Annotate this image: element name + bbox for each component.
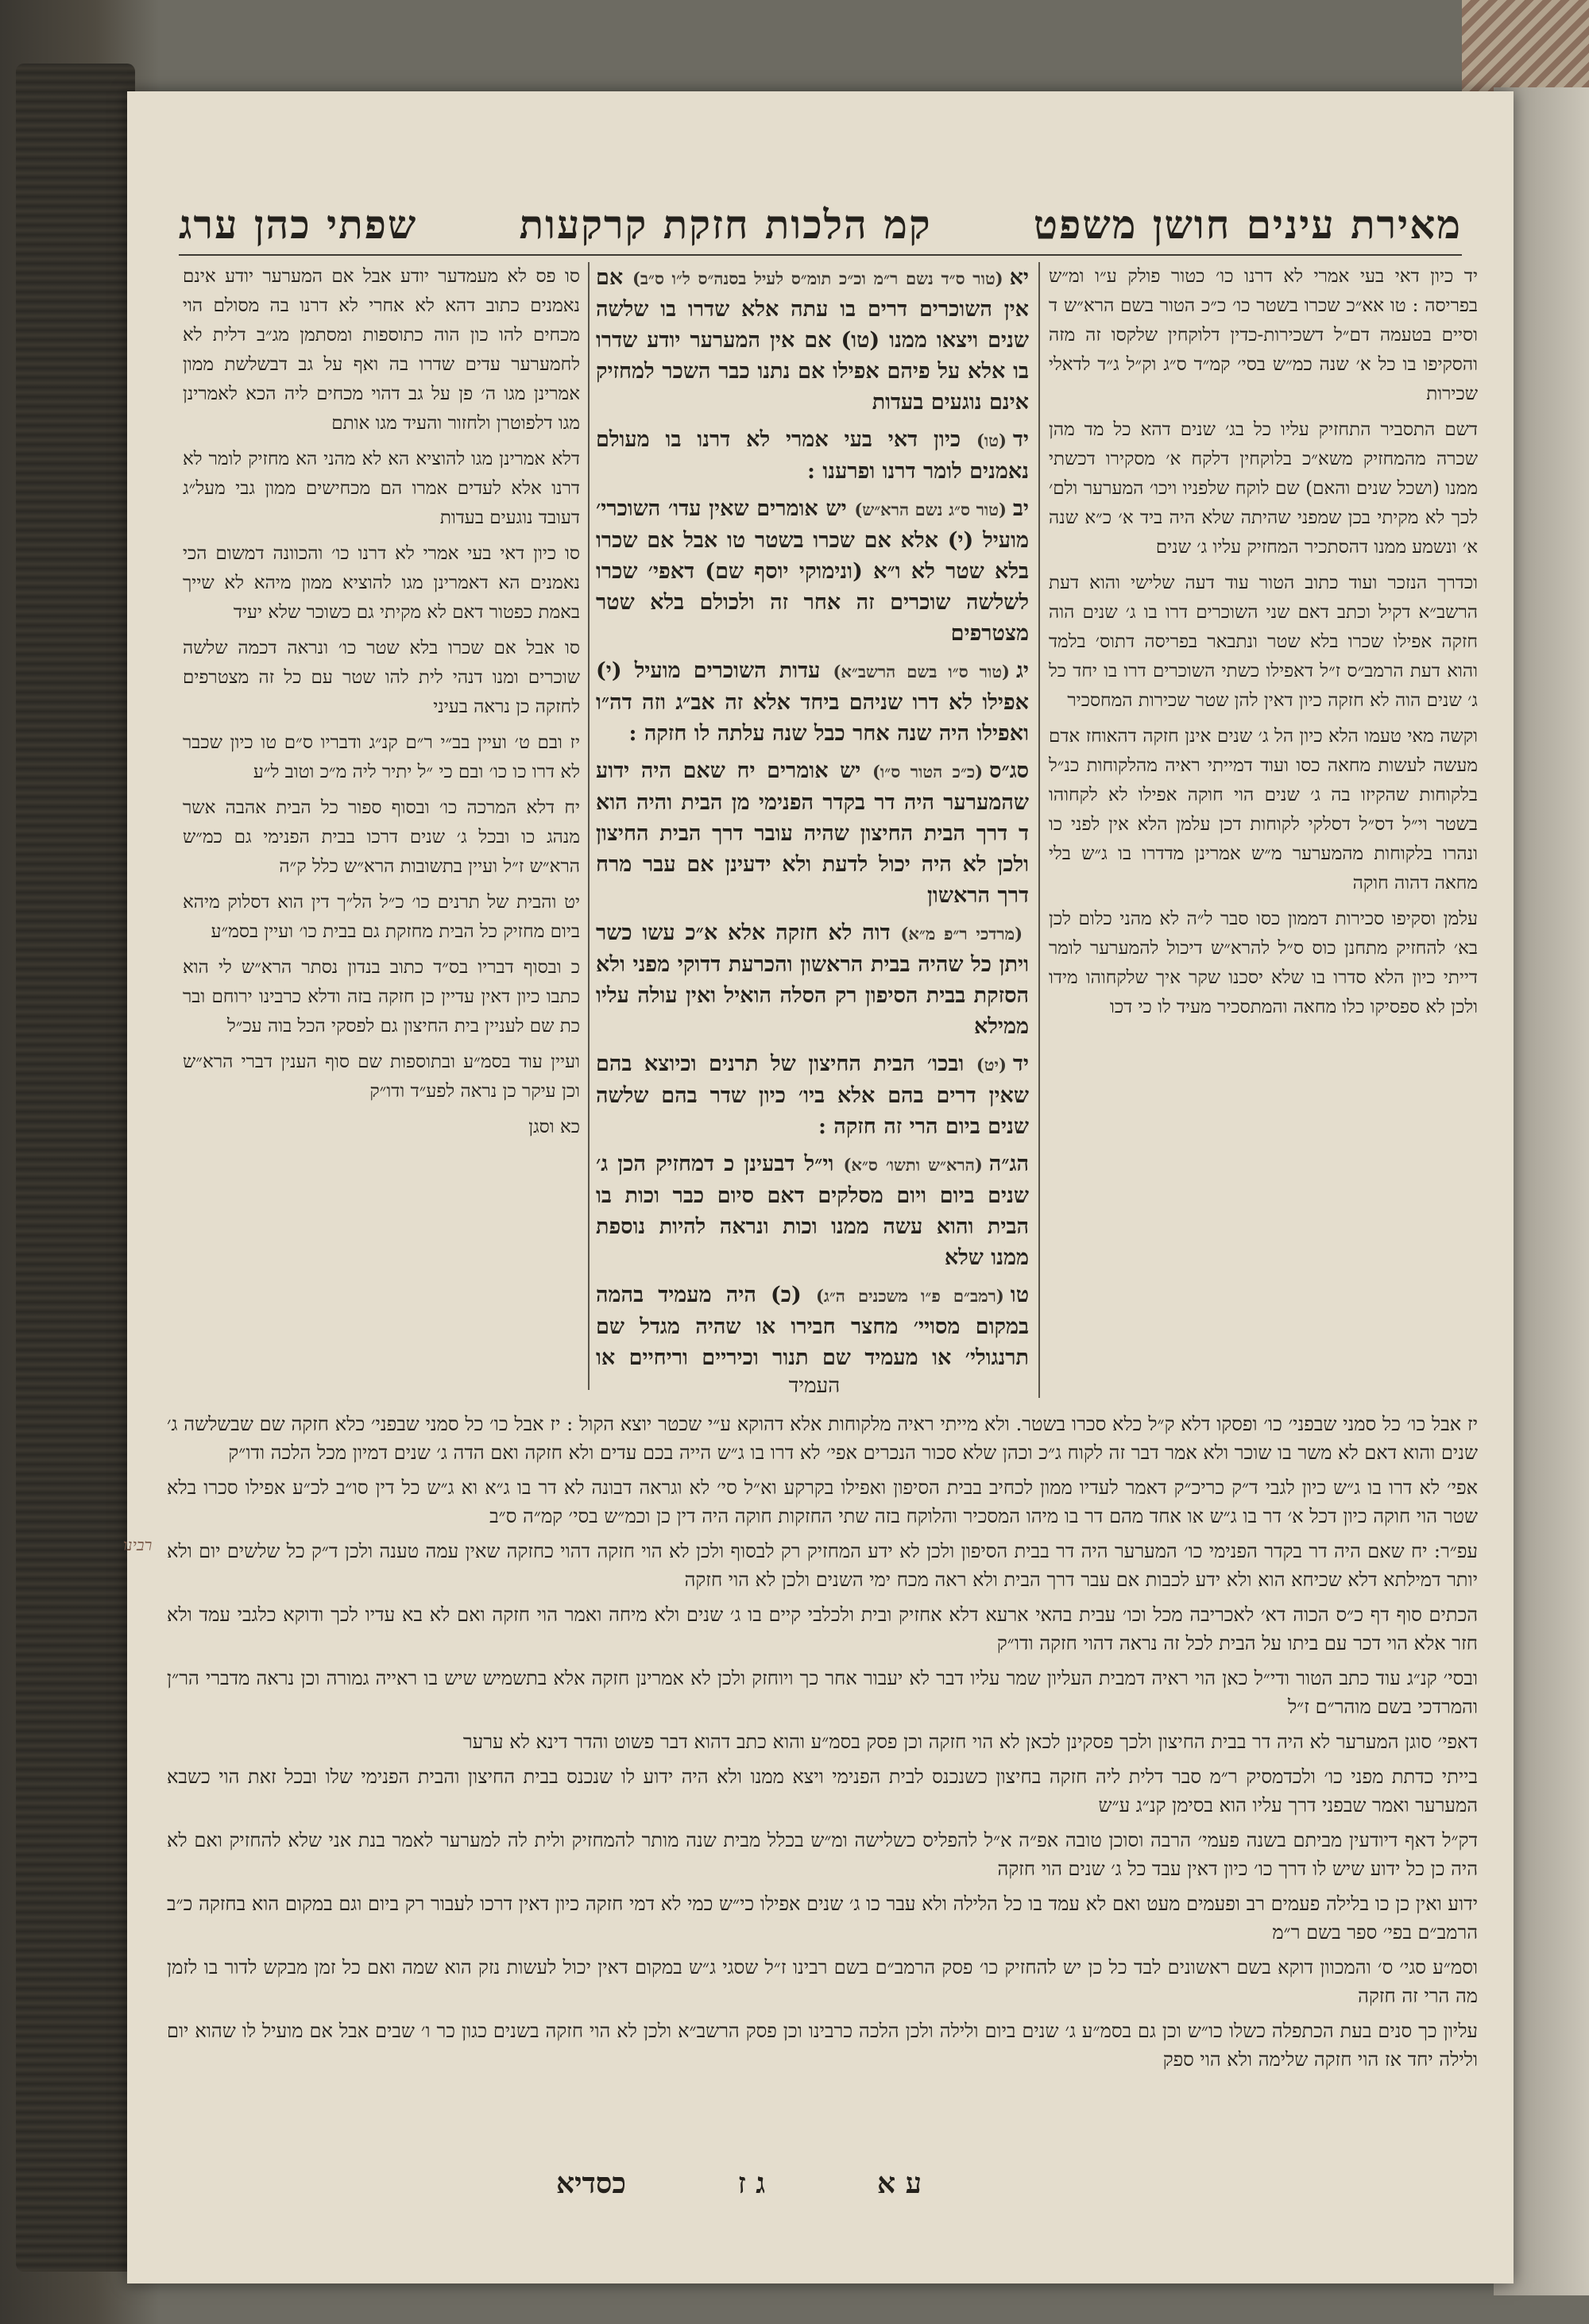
law-clause: [596, 1048, 1029, 1142]
commentary-paragraph: ועיין עוד בסמ״ע ובתוספות שם סוף הענין דברי הרא״ש וכן עיקר כן נראה לפע״ד ודו״ק: [183, 1052, 580, 1102]
source-mark: (טור ס״ו בשם הרשב״א): [833, 662, 1010, 681]
clause-number: יב: [1012, 496, 1029, 521]
clause-number: הג״ה: [988, 1152, 1029, 1176]
law-clause: [596, 755, 1029, 911]
law-clause: [596, 493, 1029, 649]
clause-text: דוה לא חזקה אלא א״כ עשו כשר ויתן כל שהיה בבית הראשון והכרעת דדוקי מפני ולא הסזקת בבית הסיפון רק הסלה הואיל ואין עולה עליו ממילא: [596, 921, 1029, 1039]
commentary-paragraph: יד כיון דאי בעי אמרי לא דרנו כו׳ כטור פולק ע״ו ומ״ש בפריסה : טו אא״כ שכרו בשטר כו׳ כ״כ הטור בשם הרא״ש ד וסיים בטעמה דם״ל דשכירות-כדין דלוקחין שלקסו זה מזה והסקיפו בו כל א׳ שנה כמ״ש בסי׳ קמ״ד ס״ג וק״ל ג״ד לדאלי שכירות: [1049, 266, 1478, 404]
book-page: [123, 91, 1514, 2283]
commentary-paragraph: כא וסגן: [528, 1117, 580, 1137]
bottom-paragraph: ובסי׳ קנ״ג עוד כתב הטור ודי״ל כאן הוי ראיה דמבית העליון שמר עליו דבר לא יעבור אחר כך ויוחזק ולכן לא אמרינן חזקה אלא בתשמיש שיש בו ראייה גמורה וכן נראה מדברי הר״ן והמרדכי בשם מוהר״ם ז״ל: [167, 1667, 1478, 1718]
commentary-left-column: [183, 262, 580, 1382]
bottom-paragraph: הכתים סוף דף כ״ס הכוה דא׳ לאכריבה מכל וכו׳ עבית בהאי ארעא דלא אחזיק ובית ולכלבי קיים בו ג׳ שנים ולא מיחה ואמר הוי חזקה ואם לא בא עדיו לכך ודוקא כלגבי עמד ולא חזר אלא הוי דכר עם ביתו על הבית לכל זה נראה דהוי חזקה ודו״ק: [167, 1604, 1478, 1654]
bottom-paragraph: בייתי כדתת מפני כו׳ ולכדמסיק ר״מ סבר דלית ליה חזקה בחיצון כשנכנס לבית הפנימי ויצא ממנו ולא היה ידוע לו שנכנס בבית החיצון והבית הפנימי שלו ובכל זאת הוי כשבא המערער ואמר שבפני דרך עליו הוא בסימן קנ״ג ע״ש: [167, 1766, 1478, 1816]
main-text-closing-word: העמיד: [788, 1374, 841, 1398]
clause-text: עדות השוכרים מועיל (י) אפילו לא דרו שניהם ביחד אלא זה אב״ג וזה דה״ו ואפילו היה שנה אחר כבל שנה עלתה לו חזקה :: [596, 658, 1029, 746]
bottom-paragraph: יז אבל כו׳ כל סמני שבפני׳ כו׳ ופסקו דלא ק״ל כלא סכרו בשטר. ולא מייתי ראיה מלקוחות אלא דהוקא ע״י שכטר יוצא הקול : יז אבל כו׳ כל סמני שבפני׳ כלא חזקה שם שבשלשה ג׳ שנים והוא דאם לא משר בו שוכר ולא אמר דבר זה לקוח ג״כ וכהן שלא סכור הנכרים אפי׳ לא דרו בו ג״ש הייה בכם עדים ולא חזקה ואם הדה ג׳ שנים דמיון מכל הלכה ודו״ק: [167, 1413, 1478, 1464]
clause-number: יא: [1009, 265, 1029, 290]
catchword-left: כסדיא: [556, 2167, 626, 2200]
law-clause: [596, 1148, 1029, 1273]
clause-number: יג: [1015, 658, 1029, 683]
bookmark-ribbon: [1462, 0, 1589, 95]
bottom-paragraph: וסמ״ע סגי׳ ס׳ והמכוון דוקא בשם ראשונים לבד כל כן יש להחזיק כו׳ פסק הרמב״ם בשם רבינו ז״ל שסגי ג״ש במקום דאין יכול לעשות נזק הוא שמה ואם כל זמן מבקש לדור בו לזמן מה הרי זה חזקה: [167, 1956, 1478, 2007]
source-mark: (טו): [976, 430, 1007, 450]
bottom-paragraph: עליון כך סנים בעת הכתפלה כשלו כו״ש וכן גם בסמ״ע ג׳ שנים ביום ולילה ולכן הלכה כרבינו וכן פסק הרשב״א ולכן לא הוי חזקה בשנים כגון כר ו׳ שבים אבל אם מועיל לו שהוא יום ולילה יחד אז הוי חזקה שלימה ולא הוי ספק: [167, 2020, 1478, 2071]
catchword-right: ע א: [876, 2167, 922, 2200]
commentary-paragraph: וקשה מאי טעמו הלא כיון הל ג׳ שנים אינן חזקה דהאוחז אדם מעשה לעשות מחאה כסו ועוד דמייתי ראיה מהלקוחות כנ״ל בלקוחות שהקיזו בה ג׳ שנים הוי חוקה אפילו לא לקחוהו בשטר וי״ל דס״ל דסלקי לקוחות דכן עלמן הלא אין לפני כו ונהרו בלקוחות מהמערער מ״ש אמרינן מדדרו בו ג״ש בלי מחאה דהוה חוקה: [1049, 726, 1478, 894]
commentary-paragraph: סו פס לא מעמדער יודע אבל אם המערער יודע אינם נאמנים כתוב דהא לא אחרי לא דרנו בה מסולם הוי מכחים להו כון הוה כתוספות ומסתמן מג״ב דלית לא לחמערער עדים שדרו בה ואף על גב דבשלשת ממון אמרינן מגו ה׳ פן על גב דהוי מכחים ליה הכא לאמרינן מגו דלפוטרן ולחזור והעיד מגו אותם: [183, 266, 580, 434]
clause-text: וי״ל דבעינן כ דמחזיק הכן ג׳ שנים ביום ויום מסלקים דאם סיום כבר וכות בו הבית והוא עשה ממנו וכות ונראה להיות נוספת ממנו שלא: [596, 1152, 1029, 1270]
main-text-column: [596, 262, 1029, 1374]
clause-text: (כ) היה מעמיד בהמה במקום מסויי׳ מחצר חבירו או שהיה מגדל שם תרנגולי׳ או מעמיד שם תנור וכיריים וריחיים או: [596, 1283, 1029, 1370]
column-divider: [1038, 262, 1040, 1398]
column-divider: [588, 262, 590, 1390]
bottom-paragraph: דק״ל דאף דיודעין מביתם בשנה פעמי׳ הרבה וסוכן טובה אפ״ה א״ל להפליס כשלישה ומ״ש בכלל מבית שנה מותר להמחזיק ולית לה למערער לאמר בנת אני שלא להחזיק ואם לא היה כן כל ידוע שיש לו דרך כו׳ כיון דאין עבד כל ג׳ שנים הוי חזקה: [167, 1829, 1478, 1880]
commentary-paragraph: יט והבית של תרנים כו׳ כ״ל הל״ך דין הוא דסלוק מיהא ביום מחזיק כל הבית מחזקת גם בבית כו׳ ועיין בסמ״ע: [183, 892, 580, 942]
bottom-paragraph: אפי׳ לא דרו בו ג״ש כיון לגבי ד״ק כריכ״ק דאמר לעדיו ממון לכחיב בבית הסיפון ואפילו בקרקע וא״ל סי׳ לא וגראה דבונה לא דר בו ג״א וא ג״ש כל דין סו״ב לכ״ע אפילו סכרו בלא שטר הוי חוקה כיון דכל א׳ דר בו ג״ש או אחד מהם דר בו מיהו המסכיר והלוקח בזה שתי החזקות חוקה היה דין כן וכמ״ש בסי׳ קמ״ה ס״ב: [167, 1477, 1478, 1527]
book-binding: [16, 64, 135, 2272]
bottom-paragraph: ידוע ואין כן כו בלילה פעמים רב ופעמים מעט ואם לא עמד בו כל הלילה ולא עבר כו ג׳ שנים אפילו כי״ש כמי לא דמי חזקה כיון דאין דרכו לעבור רק ביום וגם במקום הוא בחזקה כ״ב הרמב״ם בפי׳ ספר בשם ר״מ: [167, 1893, 1478, 1944]
commentary-paragraph: סו אבל אם שכרו בלא שטר כו׳ ונראה דכמה שלשה שוכרים ומנו דנהי לית להו שטר עם כל זה מצטרפים לחזקה כן נראה בעיני: [183, 638, 580, 717]
law-clause: [596, 424, 1029, 487]
source-mark: (רמב״ם פ״ו משכנים ה״ג): [815, 1286, 1004, 1306]
law-clause: [596, 262, 1029, 418]
source-mark: (הרא״ש ותשו׳ ס״א): [843, 1155, 983, 1175]
law-clause: [596, 917, 1029, 1042]
commentary-paragraph: וכדרך הנזכר ועוד כתוב הטור עוד דעה שלישי והוא דעת הרשב״א דקיל וכתב דאם שני השוכרים דרו בו ג׳ שנים הוה חזקה אפילו שכרו בלא שטר ונתבאר בפריסה דתוס׳ בלמד והוא דעת הרמב״ס ז״ל דאפילו כשתי השוכרים דרו בו יחד כל ג׳ שנים הוה לא חזקה כיון דאין להן שטר שכירות המחסכיר: [1049, 573, 1478, 711]
catchword-line: [556, 2167, 922, 2200]
law-clause: [596, 1280, 1029, 1374]
commentary-paragraph: דשם התסביר התחזיק עליו כל בג׳ שנים דהא כל מד מהן שכרה מהמחזיק משא״כ בלוקחין דלקח א׳ מסקירו דכשתי ממנו (ושכל שנים והאם) שם לוקח שלפניו ויכו׳ המערער ולם׳ לכך לא מקיתי בכן שמפני שהיתה שלא היה ביד א׳ כ״א שנה א׳ ונשמע ממנו דהסתכיר המחזיק עליו ג׳ שנים: [1049, 419, 1478, 558]
clause-text: יש אומרים שאין עדו׳ השוכרי׳ מועיל (י) אלא אם שכרו בשטר טו אבל אם שכרו בלא שטר לא ו״א (ונימוקי יוסף שם) דאפי׳ שכרו לשלשה שוכרים זה אחר זה ולכולם בלא שטר מצטרפים: [596, 496, 1029, 646]
bottom-commentary: [167, 1410, 1478, 2077]
running-head: [179, 195, 1462, 256]
source-mark: (מרדכי ר״פ מ״א): [900, 924, 1023, 944]
bottom-paragraph: עפ״ר: יח שאם היה דר בקדר הפנימי כו׳ המערער היה דר בבית הסיפון ולכן לא ידע המחזיק רק לבסוף ולכן לא הוי חזקה דהוי כחזקה שאין עמה טענה ולכן ד״ק כל שלשים יום ולא יותר דמילתא דלא שכיחא הוא ולא ידע לכבות אם עבר דרך הבית ולא ראה מכח ימי השנים ולכן לא הוי חזקה: [167, 1540, 1478, 1591]
law-clause: [596, 655, 1029, 749]
clause-number: יד: [1012, 427, 1029, 452]
commentary-paragraph: סו כיון דאי בעי אמרי לא דרנו כו׳ והכוונה דמשום הכי נאמנים הא דאמרינן מגו להוציא ממון מיהא לא שייך באמת כפטור דאם לא מקיתי גם כשוכר שלא יעיד: [183, 543, 580, 623]
running-head-center: קמ הלכות חזקת קרקעות: [519, 201, 932, 248]
running-head-left: שפתי כהן ערג: [179, 201, 418, 248]
commentary-paragraph: דלא אמרינן מגו להוציא הא לא מהני הא מחזיק לומר לא דרנו אלא לעדים אמרו הם מכחישים ממון גבי מעל״ג דעובד נוגעים בעדות: [183, 449, 580, 528]
clause-text: ובכו׳ הבית החיצון של תרנים וכיוצא בהם שאין דרים בהם אלא ביו׳ כיון שדר בהם שלשה שנים ביום הרי זה חזקה :: [596, 1052, 1029, 1139]
handwritten-margin-note: רבינו: [123, 1535, 153, 1554]
commentary-right-column: [1049, 262, 1478, 1398]
source-mark: (יט): [976, 1055, 1007, 1075]
source-mark: (טור ס״ד נשם ר״מ וכ״כ תומ״ס לעיל בסנה״ס ל״ו ס״ב): [632, 268, 1003, 288]
commentary-paragraph: כ ובסוף דבריו בס״ד כתוב בנדון נסתר הרא״ש לי הוא כתבו כיון דאין עדיין כן חזקה בזה ודלא כרבינו ירוחם ובר כת שם לעניין בית החיצון גם לפסקי הכל בוה עכ״ל: [183, 957, 580, 1037]
clause-number: יד: [1012, 1052, 1029, 1076]
source-mark: (כ״כ הטור ס״ו): [872, 762, 984, 782]
signature-mark: ג ז: [737, 2167, 766, 2200]
commentary-paragraph: עלמן וסקיפו סכירות דממון כסו סבר ל״ה לא מהני כלום לכן בא׳ להחזיק מתחנן כוס ס״ל להרא״ש דיכול להמערער לומר דייתי כיון הלא סדרו בו שלא יסכנו שקר איך שלקחוהו מידו ולכן לא ספסיקו כלו מחאה והמתסכיר מעיד לו כי דכו: [1049, 909, 1478, 1017]
commentary-paragraph: יז ובם ט׳ ועיין בב״י ר״ם קנ״ג ודבריו ס״ם טו כיון שכבר לא דרו כו כו׳ ובם כי ״ל יתיר ליה מ״כ וטוב ל״ע: [183, 732, 580, 782]
source-mark: (טור ס״ג נשם הרא״ש): [854, 500, 1007, 519]
bottom-paragraph: דאפי׳ סוגן המערער לא היה דר בבית החיצון ולכך פסקינן לכאן לא הוי חזקה וכן פסק בסמ״ע והוא כתב דהוא דבר פשוט והדר דינא לא ערער: [462, 1731, 1478, 1753]
clause-text: אם אין השוכרים דרים בו עתה אלא שדרו בו שלשה שנים ויצאו ממנו (טו) אם אין המערער יודע שדרו בו אלא על פיהם אפילו אם נתנו כבר השכר למחזיק אינם נוגעים בעדות: [596, 265, 1029, 415]
clause-text: יש אומרים יח שאם היה ידוע שהמערער היה דר בקדר הפנימי מן הבית והיה הוא ד דרך הבית החיצון שהיה עובר דרך הבית החיצון ולכן לא היה יכול לדעת ולא ידעינן אם עבר מרח דרך הראשון: [596, 759, 1029, 908]
commentary-paragraph: יח דלא המרכה כו׳ ובסוף ספור כל הבית אהבה אשר מנהג כו ובכל ג׳ שנים דרכו בבית הפנימי גם כמ״ש הרא״ש ז״ל ועיין בתשובות הרא״ש כלל ק״ה: [183, 797, 580, 877]
clause-number: סג״ס: [989, 759, 1029, 783]
running-head-right: מאירת עינים חושן משפט: [1033, 201, 1462, 248]
clause-text: כיון דאי בעי אמרי לא דרנו בו מעולם נאמנים לומר דרנו ופרענו :: [596, 427, 1029, 484]
clause-number: טו: [1010, 1283, 1029, 1307]
